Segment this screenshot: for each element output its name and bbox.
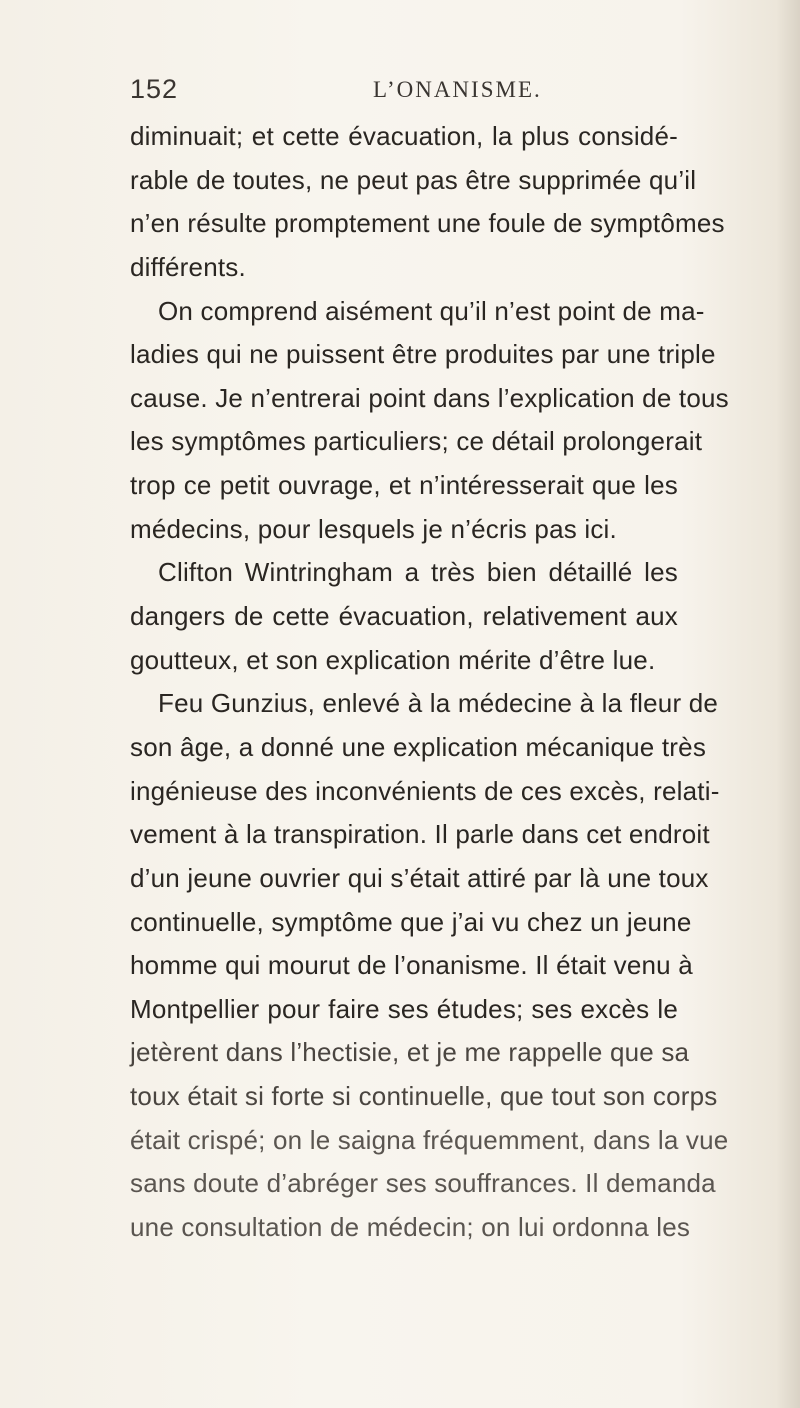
page-number: 152 bbox=[130, 74, 179, 104]
text-line: était crispé; on le saigna fréquemment, dans la vue bbox=[130, 1124, 729, 1155]
text-line: goutteux, et son explication mérite d’être lue. bbox=[130, 644, 656, 675]
text-line: Clifton Wintringham a très bien détaillé les bbox=[158, 557, 678, 588]
text-line: son âge, a donné une explication mécanique très bbox=[130, 731, 707, 762]
text-line: jetèrent dans l’hectisie, et je me rappelle que sa bbox=[130, 1037, 690, 1068]
text-line: On comprend aisément qu’il n’est point de ma- bbox=[158, 295, 705, 326]
text-line: sans doute d’abréger ses souffrances. Il demanda bbox=[130, 1168, 716, 1199]
text-line: une consultation de médecin; on lui ordonna les bbox=[130, 1212, 691, 1243]
text-line: continuelle, symptôme que j’ai vu chez un jeune bbox=[130, 906, 692, 937]
text-line: médecins, pour lesquels je n’écris pas ici. bbox=[130, 513, 617, 544]
text-line: n’en résulte promptement une foule de symptômes bbox=[130, 208, 725, 239]
text-line: les symptômes particuliers; ce détail prolongerait bbox=[130, 426, 703, 457]
text-line: différents. bbox=[130, 251, 246, 282]
text-line: d’un jeune ouvrier qui s’était attiré par là une toux bbox=[130, 862, 709, 893]
text-line: ladies qui ne puissent être produites par une triple bbox=[130, 339, 716, 370]
page-header bbox=[130, 74, 675, 114]
text-line: Montpellier pour faire ses études; ses excès le bbox=[130, 993, 678, 1024]
text-line: toux était si forte si continuelle, que tout son corps bbox=[130, 1081, 718, 1112]
text-line: rable de toutes, ne peut pas être supprimée qu’il bbox=[130, 164, 697, 195]
body-text bbox=[130, 115, 729, 1250]
text-line: dangers de cette évacuation, relativement aux bbox=[130, 601, 678, 632]
text-line: ingénieuse des inconvénients de ces excès, relati- bbox=[130, 775, 720, 806]
text-line: diminuait; et cette évacuation, la plus considé- bbox=[130, 121, 678, 151]
text-line: trop ce petit ouvrage, et n’intéresserait que les bbox=[130, 470, 678, 501]
text-line: cause. Je n’entrerai point dans l’explication de tous bbox=[130, 382, 729, 413]
running-title: L’ONANISME. bbox=[373, 77, 542, 102]
text-line: vement à la transpiration. Il parle dans cet endroit bbox=[130, 819, 710, 850]
text-line: Feu Gunzius, enlevé à la médecine à la fleur de bbox=[158, 688, 719, 719]
text-line: homme qui mourut de l’onanisme. Il était venu à bbox=[130, 950, 693, 981]
